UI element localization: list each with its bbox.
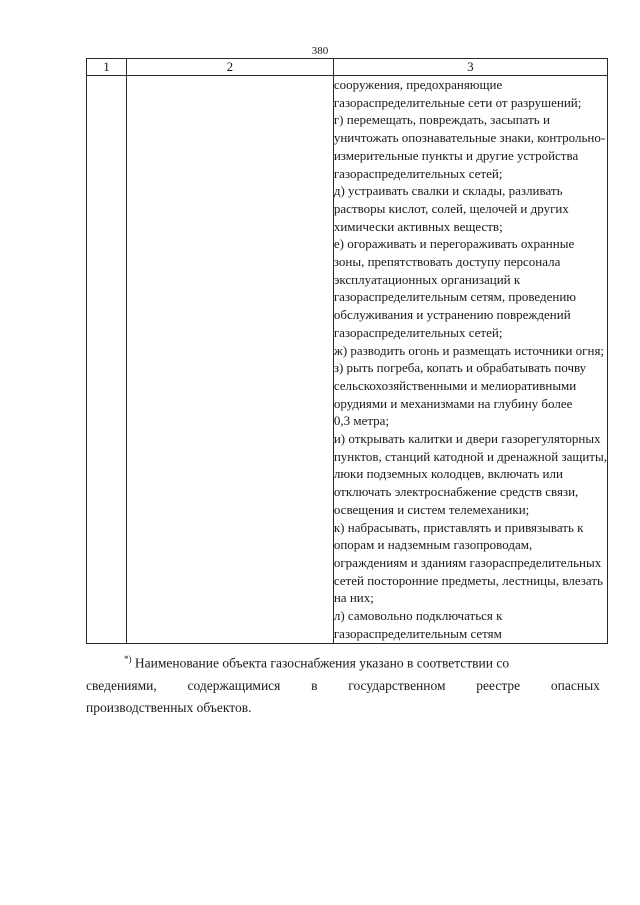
- cell-col3: [333, 76, 607, 644]
- footnote-word: государственном: [348, 677, 446, 693]
- footnote-word: реестре: [476, 677, 521, 693]
- text-line: измерительные пункты и другие устройства: [333, 147, 579, 163]
- text-line: сетей посторонние предметы, лестницы, влезать: [333, 572, 603, 588]
- footnote: [86, 648, 600, 719]
- text-line: газораспределительным сетям, проведению: [333, 289, 577, 305]
- text-line: обслуживания и устранению повреждений: [333, 307, 571, 323]
- text-line: д) устраивать свалки и склады, разливать: [333, 183, 563, 199]
- text-line: растворы кислот, солей, щелочей и других: [333, 200, 569, 216]
- text-line: газораспределительных сетей;: [333, 165, 503, 181]
- text-line: к) набрасывать, приставлять и привязывать к: [333, 519, 584, 535]
- footnote-line-1: [86, 648, 600, 675]
- text-line: 0,3 метра;: [333, 413, 390, 429]
- text-line: сооружения, предохраняющие: [333, 77, 503, 92]
- text-line: е) огораживать и перегораживать охранные: [333, 236, 575, 252]
- cell-col2: [126, 76, 333, 644]
- text-line: з) рыть погреба, копать и обрабатывать почву: [333, 360, 587, 376]
- restrictions-text: [334, 76, 607, 643]
- text-line: опорам и надземным газопроводам,: [333, 537, 533, 553]
- footnote-text-1: Наименование объекта газоснабжения указано в соответствии со: [134, 655, 510, 671]
- page-number: 380: [311, 45, 329, 57]
- cell-col1: [87, 76, 127, 644]
- text-line: орудиями и механизмами на глубину более: [333, 395, 573, 411]
- text-line: г) перемещать, повреждать, засыпать и: [333, 112, 550, 128]
- footnote-line-3: производственных объектов.: [86, 699, 252, 715]
- text-line: и) открывать калитки и двери газорегуляторных: [333, 431, 601, 447]
- column-header-1: 1: [87, 59, 127, 76]
- table-row: [87, 76, 608, 644]
- column-header-3: 3: [333, 59, 607, 76]
- text-line: ограждениям и зданиям газораспределительных: [333, 554, 602, 570]
- text-line: пунктов, станций катодной и дренажной защиты,: [333, 448, 607, 464]
- requirements-table: [86, 58, 608, 644]
- text-line: эксплуатационных организаций к: [333, 271, 521, 287]
- text-line: отключать электроснабжение средств связи,: [333, 484, 579, 500]
- text-line: химически активных веществ;: [333, 218, 503, 234]
- footnote-word: в: [311, 677, 318, 693]
- footnote-marker: *): [124, 654, 132, 664]
- text-line: газораспределительные сети от разрушений;: [333, 94, 582, 110]
- text-line: газораспределительным сетям: [333, 625, 502, 641]
- text-line: на них;: [333, 590, 374, 606]
- table-header-row: [87, 59, 608, 76]
- footnote-word: сведениями,: [86, 677, 157, 693]
- text-line: л) самовольно подключаться к: [333, 608, 503, 624]
- footnote-line-2: [86, 675, 600, 697]
- text-line: ж) разводить огонь и размещать источники огня;: [333, 342, 605, 358]
- footnote-word: опасных: [550, 677, 600, 693]
- text-line: сельскохозяйственными и мелиоративными: [333, 377, 577, 393]
- text-line: уничтожать опознавательные знаки, контрольно-: [333, 130, 606, 146]
- text-line: зоны, препятствовать доступу персонала: [333, 254, 561, 270]
- column-header-2: 2: [126, 59, 333, 76]
- text-line: освещения и систем телемеханики;: [333, 501, 530, 517]
- text-line: люки подземных колодцев, включать или: [333, 466, 563, 482]
- text-line: газораспределительных сетей;: [333, 324, 503, 340]
- footnote-word: содержащимися: [187, 677, 281, 693]
